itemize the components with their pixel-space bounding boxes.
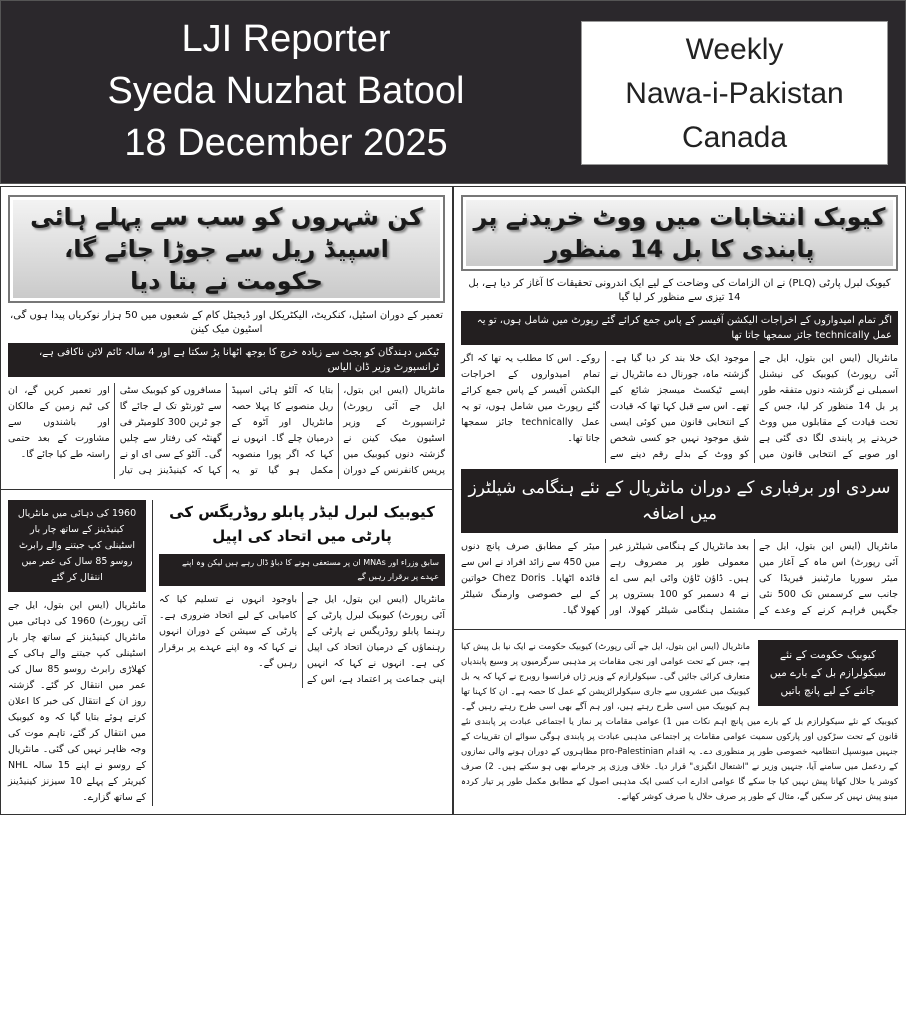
subheadline: کیوبک لبرل پارٹی (PLQ) نے ان الزامات کی وضاحت کے لیے ایک اندرونی تحقیقات کا آغاز کر دیا ہے، بل 14 تیزی سے منظور کر لیا گیا	[468, 278, 891, 303]
publication-line: Weekly	[685, 33, 784, 66]
lower-section	[8, 500, 445, 806]
headline: سردی اور برفباری کے دوران مانٹریال کے نئے ہنگامی شیلٹرز میں اضافہ	[461, 469, 898, 533]
subheadline: تعمیر کے دوران اسٹیل، کنکریٹ، الیکٹریکل اور ڈیجیٹل کام کے شعبوں میں 50 ہزار نوکریاں پیدا ہوں گی، اسٹیون میک کینن	[10, 310, 443, 335]
article-rodriguez	[159, 500, 445, 806]
highlight-bar: سابق وزراء اور MNAs ان پر مستعفی ہونے کا دباؤ ڈال رہے ہیں لیکن وہ اپنے عہدے پر برقرار رہیں گے	[159, 554, 445, 586]
reporter-label: LJI Reporter	[181, 18, 391, 60]
divider	[1, 489, 452, 490]
page-columns	[0, 186, 906, 815]
publication-box	[581, 21, 888, 165]
article-body: مانٹریال (ایس این بتول، ایل جے آئی رپورٹ) کیوبیک لبرل پارٹی کے رہنما پابلو روڈریگس نے پارٹی کے رہنماؤں کے درمیان اتحاد کی اپیل کی ہے۔ انہوں نے کہا کہ انہیں اپنی جماعت پر اعتماد ہے، اس کے باوجود انہوں نے تسلیم کیا کہ کامیابی کے لیے اتحاد ضروری ہے۔ پارٹی کے سیشن کے دوران انہوں نے کہا کہ وہ اپنے عہدے پر برقرار رہیں گے۔	[159, 594, 445, 685]
article-bill14	[461, 195, 898, 463]
highlight-bar: ٹیکس دہندگان کو بجٹ سے زیادہ خرچ کا بوجھ اٹھانا پڑ سکتا ہے اور 4 سالہ ٹائم لائن ناکافی ہے، ٹرانسپورٹ وزیر ڈان الیاس	[8, 343, 445, 377]
article-body: مانٹریال (ایس این بتول، ایل جے آئی رپورٹ) 1960 کی دہائی میں مانٹریال کینیڈینز کے ساتھ چار بار اسٹینلی کپ جیتنے والے ہاکی کے کھلاڑی رابرٹ روسو 85 سال کی عمر میں انتقال کر گئے۔ گزشتہ روز ان کے انتقال کی خبر کا اعلان کرتے ہوئے بتایا گیا کہ وہ کیوبیک میں انتقال کر گئے، تاہم موت کی وجہ ظاہر نہیں کی گئی۔ مانٹریال کے روسو نے اپنے 15 سالہ NHL کیریئر کے پہلے 10 سیزنز کینیڈینز کے ساتھ گزارے۔	[8, 600, 146, 803]
headline: کیوبک انتخابات میں ووٹ خریدنے پر پابندی کا بل 14 منظور	[461, 195, 898, 271]
headline: 1960 کی دہائی میں مانٹریال کینیڈینز کے ساتھ چار بار اسٹینلی کپ جیتنے والے رابرٹ روسو 85 سال کی عمر میں انتقال کر گئے	[8, 500, 146, 592]
publication-line: Canada	[681, 121, 788, 154]
article-body: مانٹریال (ایس این بتول، ایل جے آئی رپورٹ) اس ماہ کے آغاز میں میئر سوریا مارٹینیز فیریڈا کی جانب سے کرسمس تک 500 نئی جگہیں فراہم کرنے کے وعدے کے بعد مانٹریال کے ہنگامی شیلٹرز غیر معمولی طور پر مصروف رہے ہیں۔ ڈاؤن ٹاؤن وائی ایم سی اے نے 4 دسمبر کو 100 بستروں پر مشتمل ہنگامی شیلٹر کھولا، اور میئر کے مطابق صرف پانچ دنوں میں 450 سے زائد افراد نے اس سے فائدہ اٹھایا۔ Chez Doris خواتین کے لیے خصوصی وارمنگ شیلٹر کھولا گیا۔	[461, 541, 898, 616]
article-body: مانٹریال (ایس این بتول، ایل جے آئی رپورٹ) کیوبیک کی نیشنل اسمبلی نے گزشتہ دنوں متفقہ طور پر بل 14 منظور کر لیا، جس کے تحت قیادت کے مقابلوں میں ووٹ خریدنے پر پابندی لگا دی گئی ہے اور صوبے کے انتخابی قانون میں موجود ایک خلا بند کر دیا گیا ہے۔ گزشتہ ماہ، جورنال دے مانٹریال نے ایسے ٹیکسٹ میسجز شائع کیے تھے۔ اس سے قبل کہا تھا کہ قیادت کے انتخابی قانون میں کوئی ایسی شق موجود نہیں جو کسی شخص کو ووٹ کے بدلے رقم دینے سے روکے۔ اس کا مطلب یہ تھا کہ اگر تمام امیدواروں کے اخراجات الیکشن آفیسر کے پاس جمع کرائے گئے رپورٹ میں شامل ہوں، تو یہ عمل technically جائز سمجھا جاتا تھا۔	[461, 353, 898, 460]
divider	[454, 629, 905, 630]
article-shelters	[461, 469, 898, 619]
headline: کیوبیک حکومت کے نئے سیکولرازم بل کے بارے میں جاننے کے لیے پانچ باتیں	[758, 640, 898, 706]
article-secularism	[461, 640, 898, 805]
issue-date: 18 December 2025	[124, 122, 448, 164]
right-column	[453, 186, 906, 815]
article-body: مانٹریال (ایس این بتول، ایل جے آئی رپورٹ) کیوبیک حکومت نے ایک نیا بل پیش کیا ہے، جس کے تحت عوامی اور نجی مقامات پر مذہبی سرگرمیوں پر وسیع پابندیاں متعارف کرائی جائیں گی۔ سیکولرازم کے وزیر ژاں فرانسوا روبرج نے کہا کہ یہ بل کیوبیک میں عشروں سے جاری سیکولرائزیشن کے عمل کا حصہ ہے۔ ان کا کہنا تھا ہم کیوبیک میں اسی طرح رہتے ہیں، اور ہم آگے بھی اسی طرح رہتے رہیں گے۔ کیوبیک کے نئے سیکولرازم بل کے بارے میں پانچ اہم نکات میں 1) عوامی مقامات پر نماز یا اجتماعی عبادت پر پابندی نئے قانون کے تحت سڑکوں اور پارکوں سمیت عوامی مقامات پر اجتماعی مذہبی عبادت پر پابندی ہوگی سوائے ان تقریبات کے جنہیں میونسپل انتظامیہ خصوصی طور پر منظوری دے۔ یہ اقدام pro-Palestinian مظاہروں کے دوران ہونے والی نمازوں کے ردعمل میں سامنے آیا، جنہیں وزیر نے "اشتعال انگیزی" قرار دیا۔ خلاف ورزی پر جرمانے بھی ہو سکتے ہیں۔ 2) صرف کوشر یا حلال کھانا پیش نہیں کیا جا سکے گا عوامی ادارے اب کسی ایک مذہبی اصول کے مطابق مکمل طور پر تیار کردہ مینو پیش نہیں کر سکیں گے، مثال کے طور پر صرف حلال یا صرف کوشر کھانے۔	[461, 642, 898, 802]
highlight-bar: اگر تمام امیدواروں کے اخراجات الیکشن آفیسر کے پاس جمع کرائے گئے رپورٹ میں شامل ہوں، تو یہ عمل technically جائز سمجھا جاتا تھا	[461, 311, 898, 345]
article-rousseau	[8, 500, 153, 806]
headline: کیوبیک لبرل لیڈر پابلو روڈریگس کی پارٹی میں اتحاد کی اپیل	[169, 503, 435, 545]
reporter-name: Syeda Nuzhat Batool	[107, 70, 465, 112]
headline: کن شہروں کو سب سے پہلے ہائی اسپیڈ ریل سے جوڑا جائے گا، حکومت نے بتا دیا	[8, 195, 445, 303]
article-rail	[8, 195, 445, 479]
publication-line: Nawa-i-Pakistan	[625, 77, 844, 110]
article-body: مانٹریال (ایس این بتول، ایل جے آئی رپورٹ) ٹرانسپورٹ کے وزیر اسٹیون میک کینن نے گزشتہ دنوں کیوبیک میں پریس کانفرنس کے دوران بتایا کہ آلٹو ہائی اسپیڈ ریل منصوبے کا پہلا حصہ مانٹریال اور آٹوہ کے درمیان چلے گا۔ انہوں نے کہا کہ اگر پورا منصوبہ مکمل ہو گیا تو یہ مسافروں کو کیوبیک سٹی سے ٹورنٹو تک لے جائے گا جو ٹرین 300 کلومیٹر فی گھنٹہ کی رفتار سے چلیں گی۔ آلٹو کے سی ای او نے کہا کہ کینیڈینز ہی تیار اور تعمیر کریں گے، ان کی ٹیم زمین کے مالکان اور باشندوں سے مشاورت کے بعد حتمی راستہ طے کیا جائے گا۔	[8, 385, 445, 476]
left-column	[0, 186, 453, 815]
masthead	[0, 0, 906, 184]
